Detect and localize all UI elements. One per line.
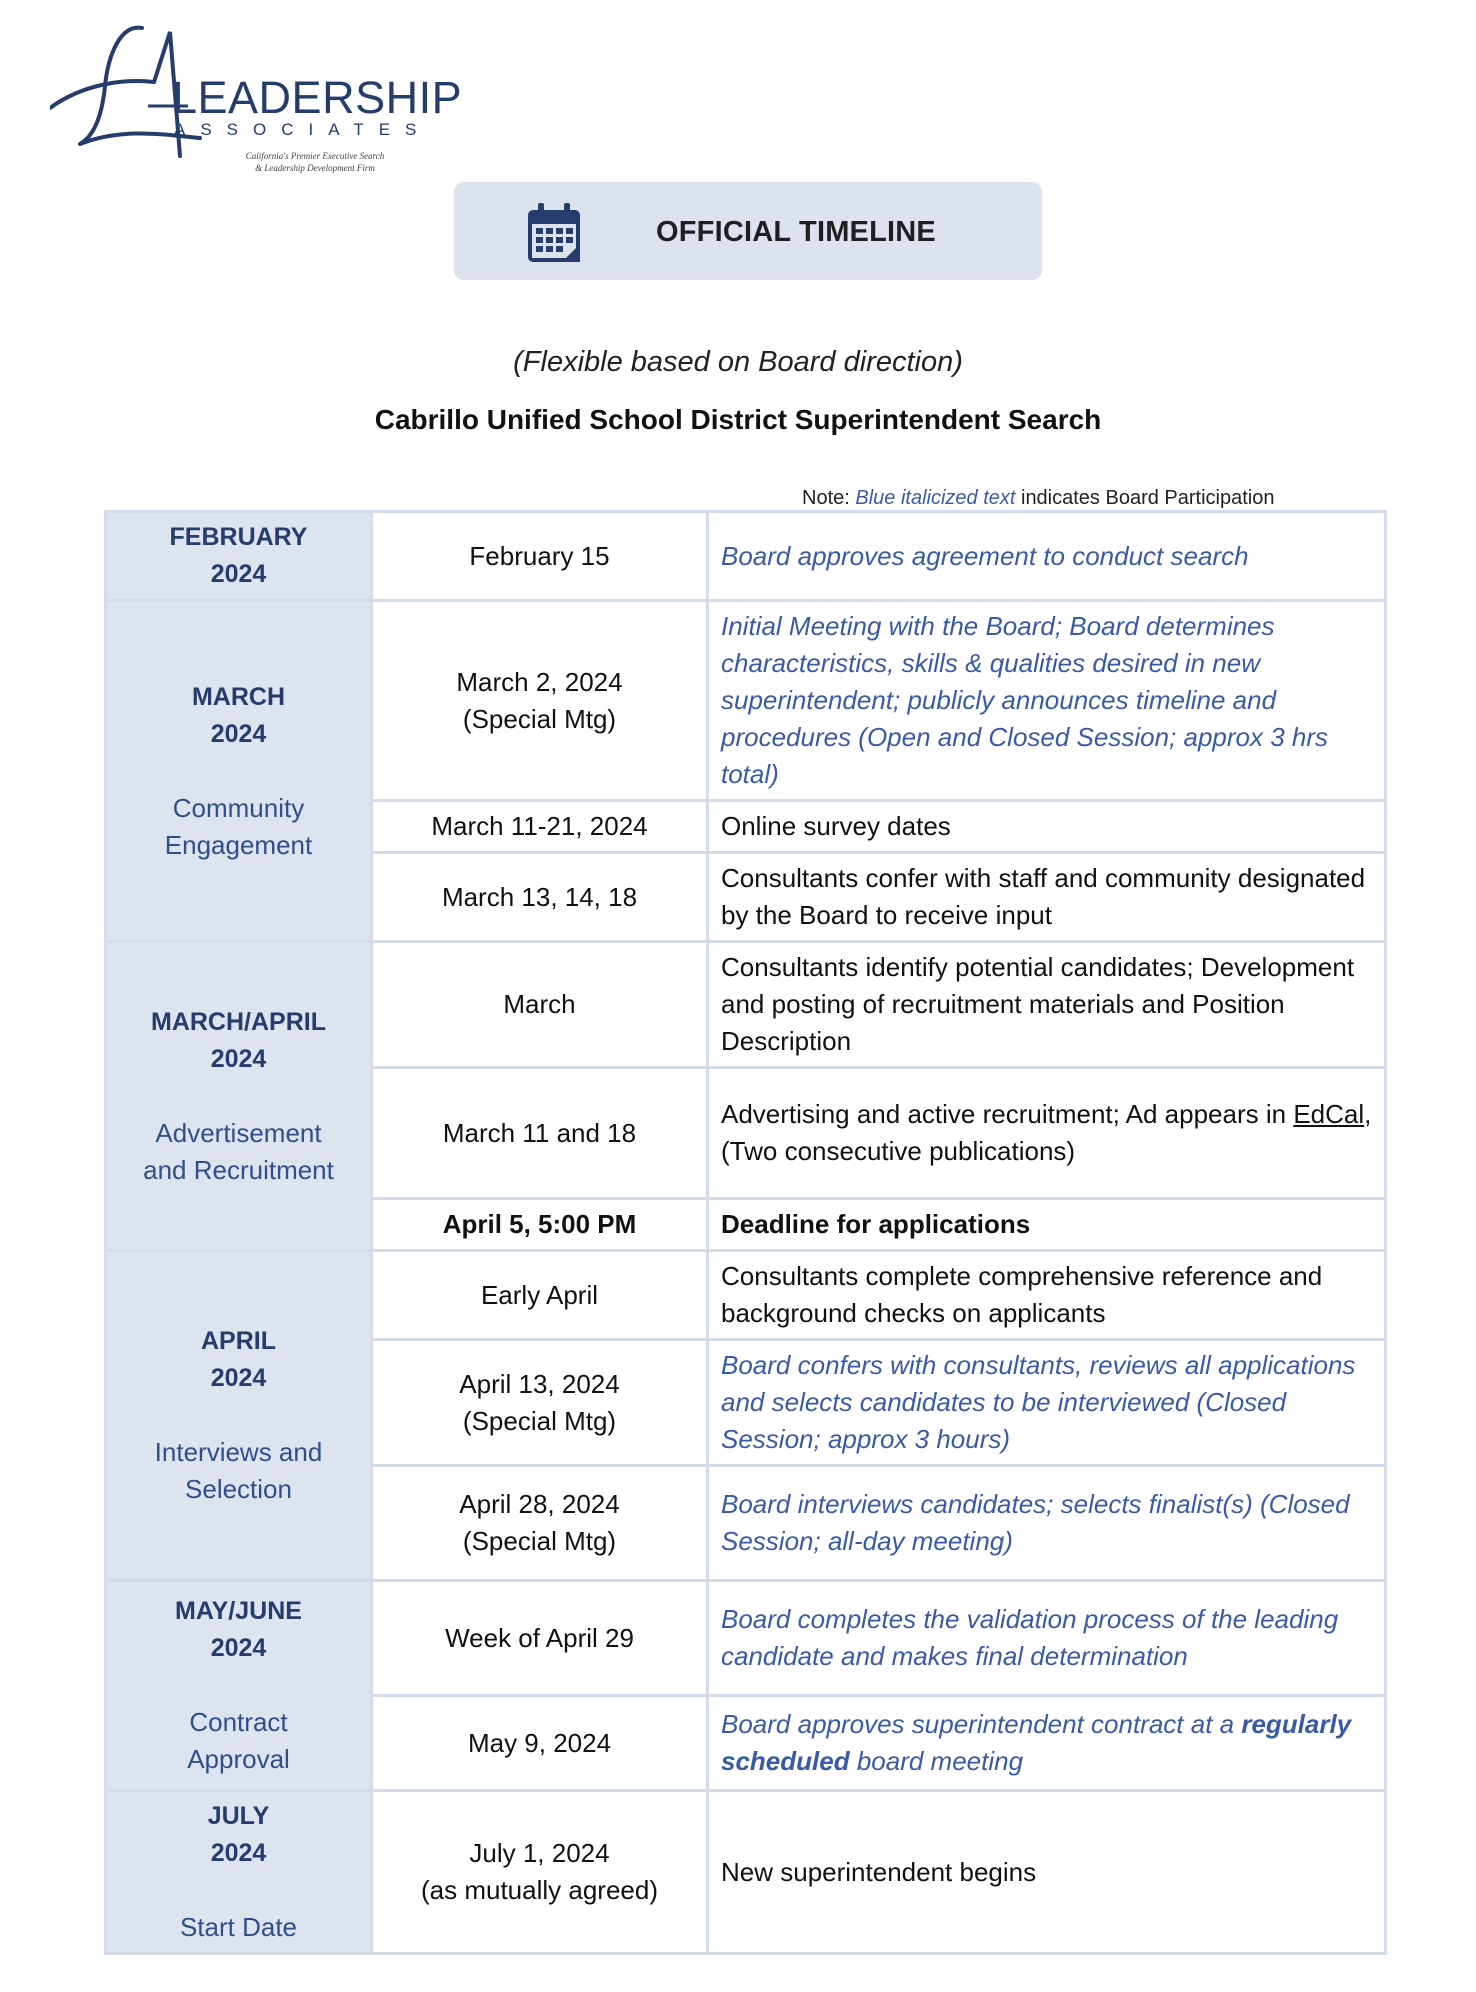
date-line-2: (Special Mtg) [462,703,617,734]
table-row [106,942,1386,1068]
date-cell: May 9, 2024 [372,1696,708,1791]
task-cell: Consultants identify potential candidates; Development and posting of recruitment materials and Position Description [708,942,1386,1068]
task-cell: Deadline for applications [708,1199,1386,1251]
month-name: MAY/JUNE [175,1597,302,1625]
task-cell [708,1068,1386,1199]
month-cell [106,601,372,942]
date-cell: March 11-21, 2024 [372,801,708,853]
phase-line-2: Selection [185,1474,292,1504]
table-row [106,512,1386,601]
logo-tagline-line-2: & Leadership Development Firm [255,163,375,173]
logo-tagline-line-1: California's Premier Executive Search [245,151,385,161]
table-row [106,1791,1386,1954]
logo-subname: ASSOCIATES [174,120,432,139]
date-line-2: (Special Mtg) [462,1526,617,1556]
task-cell: Board confers with consultants, reviews all applications and selects candidates to be interviewed (Closed Session; approx 3 hours) [708,1340,1386,1466]
month-cell [106,942,372,1251]
date-cell: March [372,942,708,1068]
task-cell: Online survey dates [708,801,1386,853]
task-cell [708,1696,1386,1791]
task-text-b: board meeting [849,1746,1024,1776]
date-cell [372,1340,708,1466]
official-timeline-banner [454,182,1042,280]
banner-title: OFFICIAL TIMELINE [656,216,936,248]
date-cell: February 15 [372,512,708,601]
table-row [106,1251,1386,1340]
month-year: 2024 [210,1839,267,1867]
date-cell [372,1466,708,1581]
phase-line-2: Engagement [164,829,313,860]
edcal-link[interactable]: EdCal [1293,1099,1365,1129]
date-cell: April 5, 5:00 PM [372,1199,708,1251]
phase-line-2: Approval [187,1744,290,1774]
note-blue-text: Blue italicized text [855,487,1016,509]
task-cell: Consultants confer with staff and community designated by the Board to receive input [708,853,1386,942]
month-name: MARCH/APRIL [151,1007,326,1036]
phase-line-1: Contract [189,1707,288,1737]
month-cell [106,1251,372,1581]
task-cell: Board interviews candidates; selects finalist(s) (Closed Session; all-day meeting) [708,1466,1386,1581]
phase-line-1: Advertisement [155,1117,322,1148]
timeline-table [104,510,1387,1955]
phase-label [119,1434,358,1508]
phase-label [119,1115,358,1189]
month-cell [106,512,372,601]
date-cell [372,1791,708,1954]
company-logo [50,16,463,173]
month-cell [106,1581,372,1791]
date-cell: Early April [372,1251,708,1340]
logo-tagline [200,150,430,174]
legend-note [802,487,1274,510]
date-line-1: July 1, 2024 [469,1838,610,1868]
phase-label [119,790,358,864]
date-line-1: April 13, 2024 [459,1368,620,1399]
phase-line-1: Interviews and [154,1437,323,1467]
task-text-b: , (Two consecutive publications) [721,1099,1372,1166]
phase-line-2: and Recruitment [143,1154,334,1185]
date-cell: Week of April 29 [372,1581,708,1696]
date-line-1: March 2, 2024 [456,666,623,697]
date-line-2: (as mutually agreed) [421,1875,658,1905]
month-year: 2024 [210,719,267,748]
table-row [106,1581,1386,1696]
month-name: APRIL [201,1327,276,1355]
phase-label [119,1704,358,1778]
note-prefix: Note: [802,487,856,509]
document-title: Cabrillo Unified School District Superintendent Search [374,404,1102,435]
task-text-bold: regularly scheduled [721,1709,1352,1776]
task-cell: New superintendent begins [708,1791,1386,1954]
month-year: 2024 [210,560,267,588]
task-cell: Board approves agreement to conduct search [708,512,1386,601]
calendar-icon [526,202,582,264]
task-cell: Consultants complete comprehensive reference and background checks on applicants [708,1251,1386,1340]
month-name: JULY [207,1802,270,1830]
month-year: 2024 [210,1634,267,1662]
month-year: 2024 [210,1364,267,1392]
phase-line-1: Community [172,792,305,823]
task-cell: Initial Meeting with the Board; Board determines characteristics, skills & qualities desired in new superintendent; publicly announces timeline and procedures (Open and Closed Session; approx 3 hrs total) [708,601,1386,801]
date-line-2: (Special Mtg) [462,1405,617,1436]
date-cell: March 11 and 18 [372,1068,708,1199]
task-cell: Board completes the validation process of the leading candidate and makes final determination [708,1581,1386,1696]
month-cell [106,1791,372,1954]
date-line-1: April 28, 2024 [459,1489,620,1519]
table-row [106,601,1386,801]
month-name: FEBRUARY [169,523,308,551]
logo-name: LEADERSHIP [172,72,463,123]
month-year: 2024 [210,1044,267,1073]
note-suffix: indicates Board Participation [1015,487,1275,509]
phase-label: Start Date [179,1912,298,1942]
task-text-a: Advertising and active recruitment; Ad appears in [721,1099,1294,1129]
task-text-a: Board approves superintendent contract at a [721,1709,1242,1739]
subtitle: (Flexible based on Board direction) [513,346,963,378]
date-cell [372,601,708,801]
month-name: MARCH [191,682,286,711]
date-cell: March 13, 14, 18 [372,853,708,942]
